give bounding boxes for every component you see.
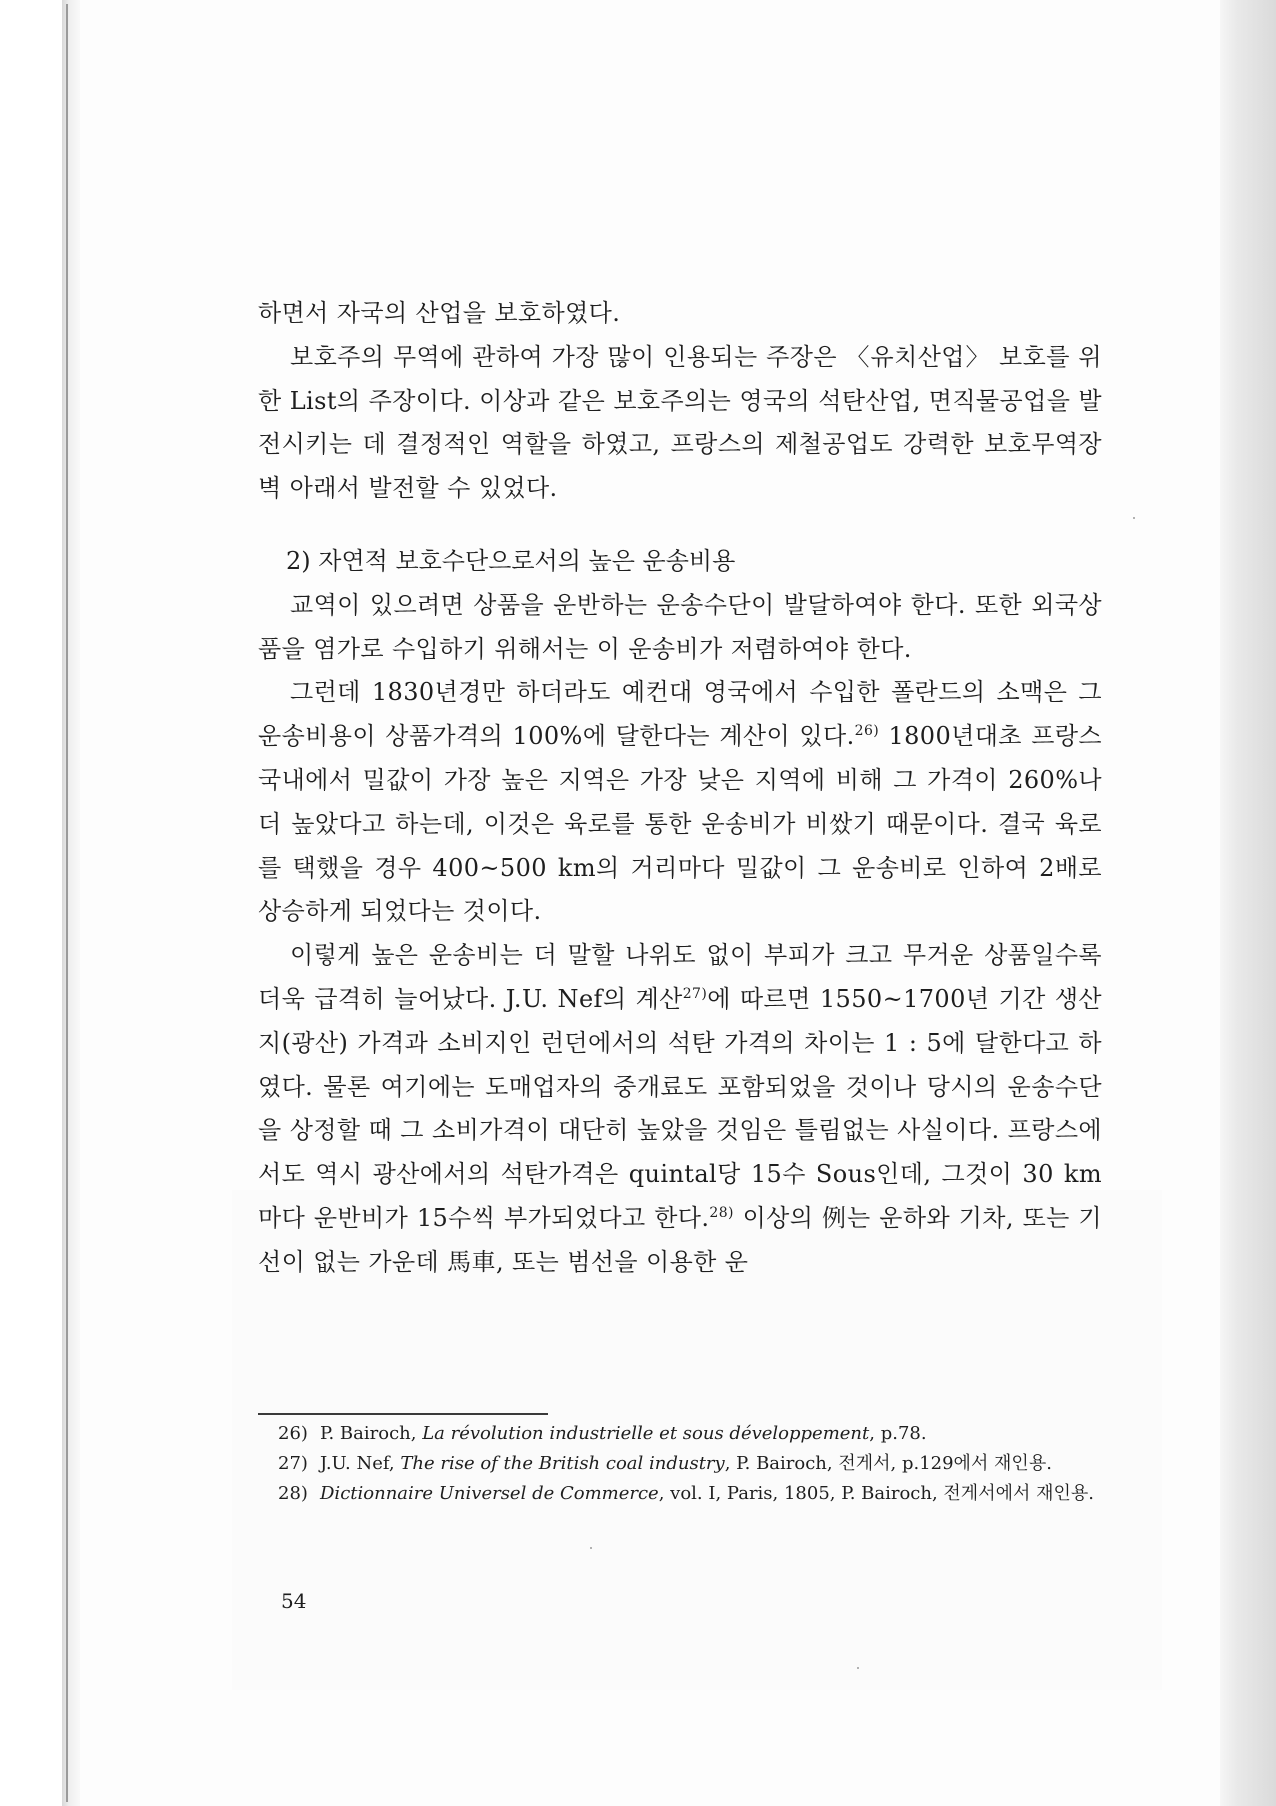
scan-speck — [857, 1667, 859, 1669]
page-shadow — [1220, 0, 1276, 1806]
footnote-27 — [278, 1449, 1104, 1479]
paragraph-1830 — [258, 671, 1102, 934]
footnote-title: La révolution industrielle et sous développement — [422, 1423, 870, 1444]
paragraph-protectionism: 보호주의 무역에 관하여 가장 많이 인용되는 주장은 〈유치산업〉 보호를 위한 List의 주장이다. 이상과 같은 보호주의는 영국의 석탄산업, 면직물공업을 발전시키는 데 결정적인 역할을 하였고, 프랑스의 제철공업도 강력한 보호무역장벽 아래서 발전할 수 있었다. — [258, 342, 1102, 503]
paragraph-1830-text-a: 그런데 1830년경만 하더라도 예컨대 영국에서 수입한 폴란드의 소맥은 그 운송비용이 상품가격의 100%에 달한다는 계산이 있다. — [258, 678, 1102, 751]
page-edge-line — [66, 4, 68, 1802]
footnote-rest: , p.78. — [869, 1423, 927, 1444]
footnote-author: P. Bairoch, — [320, 1423, 423, 1444]
footnote-rest: , vol. Ⅰ, Paris, 1805, P. Bairoch, 전게서에서 재인용. — [658, 1483, 1094, 1504]
scan-speck — [590, 1547, 592, 1549]
paragraph-intro: 하면서 자국의 산업을 보호하였다. — [258, 299, 621, 327]
footnote-ref-27: 27) — [682, 985, 708, 1002]
footnote-rest: , P. Bairoch, 전게서, p.129에서 재인용. — [724, 1453, 1052, 1474]
footnote-divider — [258, 1413, 548, 1415]
footnote-number: 26) — [278, 1423, 308, 1444]
scan-speck — [1133, 517, 1135, 519]
paragraph-1830-text-b: 1800년대초 프랑스 국내에서 밀값이 가장 높은 지역은 가장 낮은 지역에 비해 그 가격이 260%나 더 높았다고 하는데, 이것은 육로를 통한 운송비가 비쌌기 때문이다. 결국 육로를 택했을 경우 400~500 km의 거리마다 밀값이 그 운송비로 인하여 2배로 상승하게 되었다는 것이다. — [258, 722, 1102, 926]
page-number: 54 — [281, 1589, 307, 1613]
section-heading: 2) 자연적 보호수단으로서의 높은 운송비용 — [286, 546, 736, 575]
paragraph-cost — [258, 934, 1102, 1284]
page-edge — [62, 0, 80, 1806]
footnote-text — [320, 1449, 1104, 1479]
footnote-ref-26: 26) — [854, 723, 880, 740]
footnote-author: J.U. Nef, — [320, 1453, 401, 1474]
paragraph-cost-text-a: 이렇게 높은 운송비는 더 말할 나위도 없이 부피가 크고 무거운 상품일수록 더욱 급격히 늘어났다. J.U. Nef의 계산 — [258, 941, 1102, 1013]
footnote-ref-28: 28) — [709, 1204, 734, 1221]
paragraph-transport: 교역이 있으려면 상품을 운반하는 운송수단이 발달하여야 한다. 또한 외국상품을 염가로 수입하기 위해서는 이 운송비가 저렴하여야 한다. — [258, 590, 1102, 663]
footnote-title: Dictionnaire Universel de Commerce — [320, 1483, 659, 1504]
footnote-text — [320, 1479, 1104, 1509]
footnote-number: 27) — [278, 1453, 308, 1474]
main-text — [258, 292, 1102, 1285]
footnote-26 — [278, 1419, 1104, 1449]
paragraph-cost-text-c: 이상의 例는 운하와 기차, 또는 기선이 없는 가운데 馬車, 또는 범선을 이용한 운 — [258, 1203, 1103, 1276]
footnote-number: 28) — [278, 1483, 308, 1504]
paragraph-cost-text-b: 에 따르면 1550~1700년 기간 생산지(광산) 가격과 소비지인 런던에서의 석탄 가격의 차이는 1 : 5에 달한다고 하였다. 물론 여기에는 도매업자의 중개료도 포함되었을 것이나 당시의 운송수단을 상정할 때 그 소비가격이 대단히 높았을 것임은 틀림없는 사실이다. 프랑스에서도 역시 광산에서의 석탄가격은 quintal당 15수 Sous인데, 그것이 30 km마다 운반비가 15수씩 부가되었다고 한다. — [258, 984, 1102, 1232]
footnote-28 — [278, 1479, 1104, 1509]
footnotes — [278, 1419, 1104, 1509]
footnote-text — [320, 1419, 1104, 1449]
footnote-title: The rise of the British coal industry — [400, 1453, 725, 1474]
